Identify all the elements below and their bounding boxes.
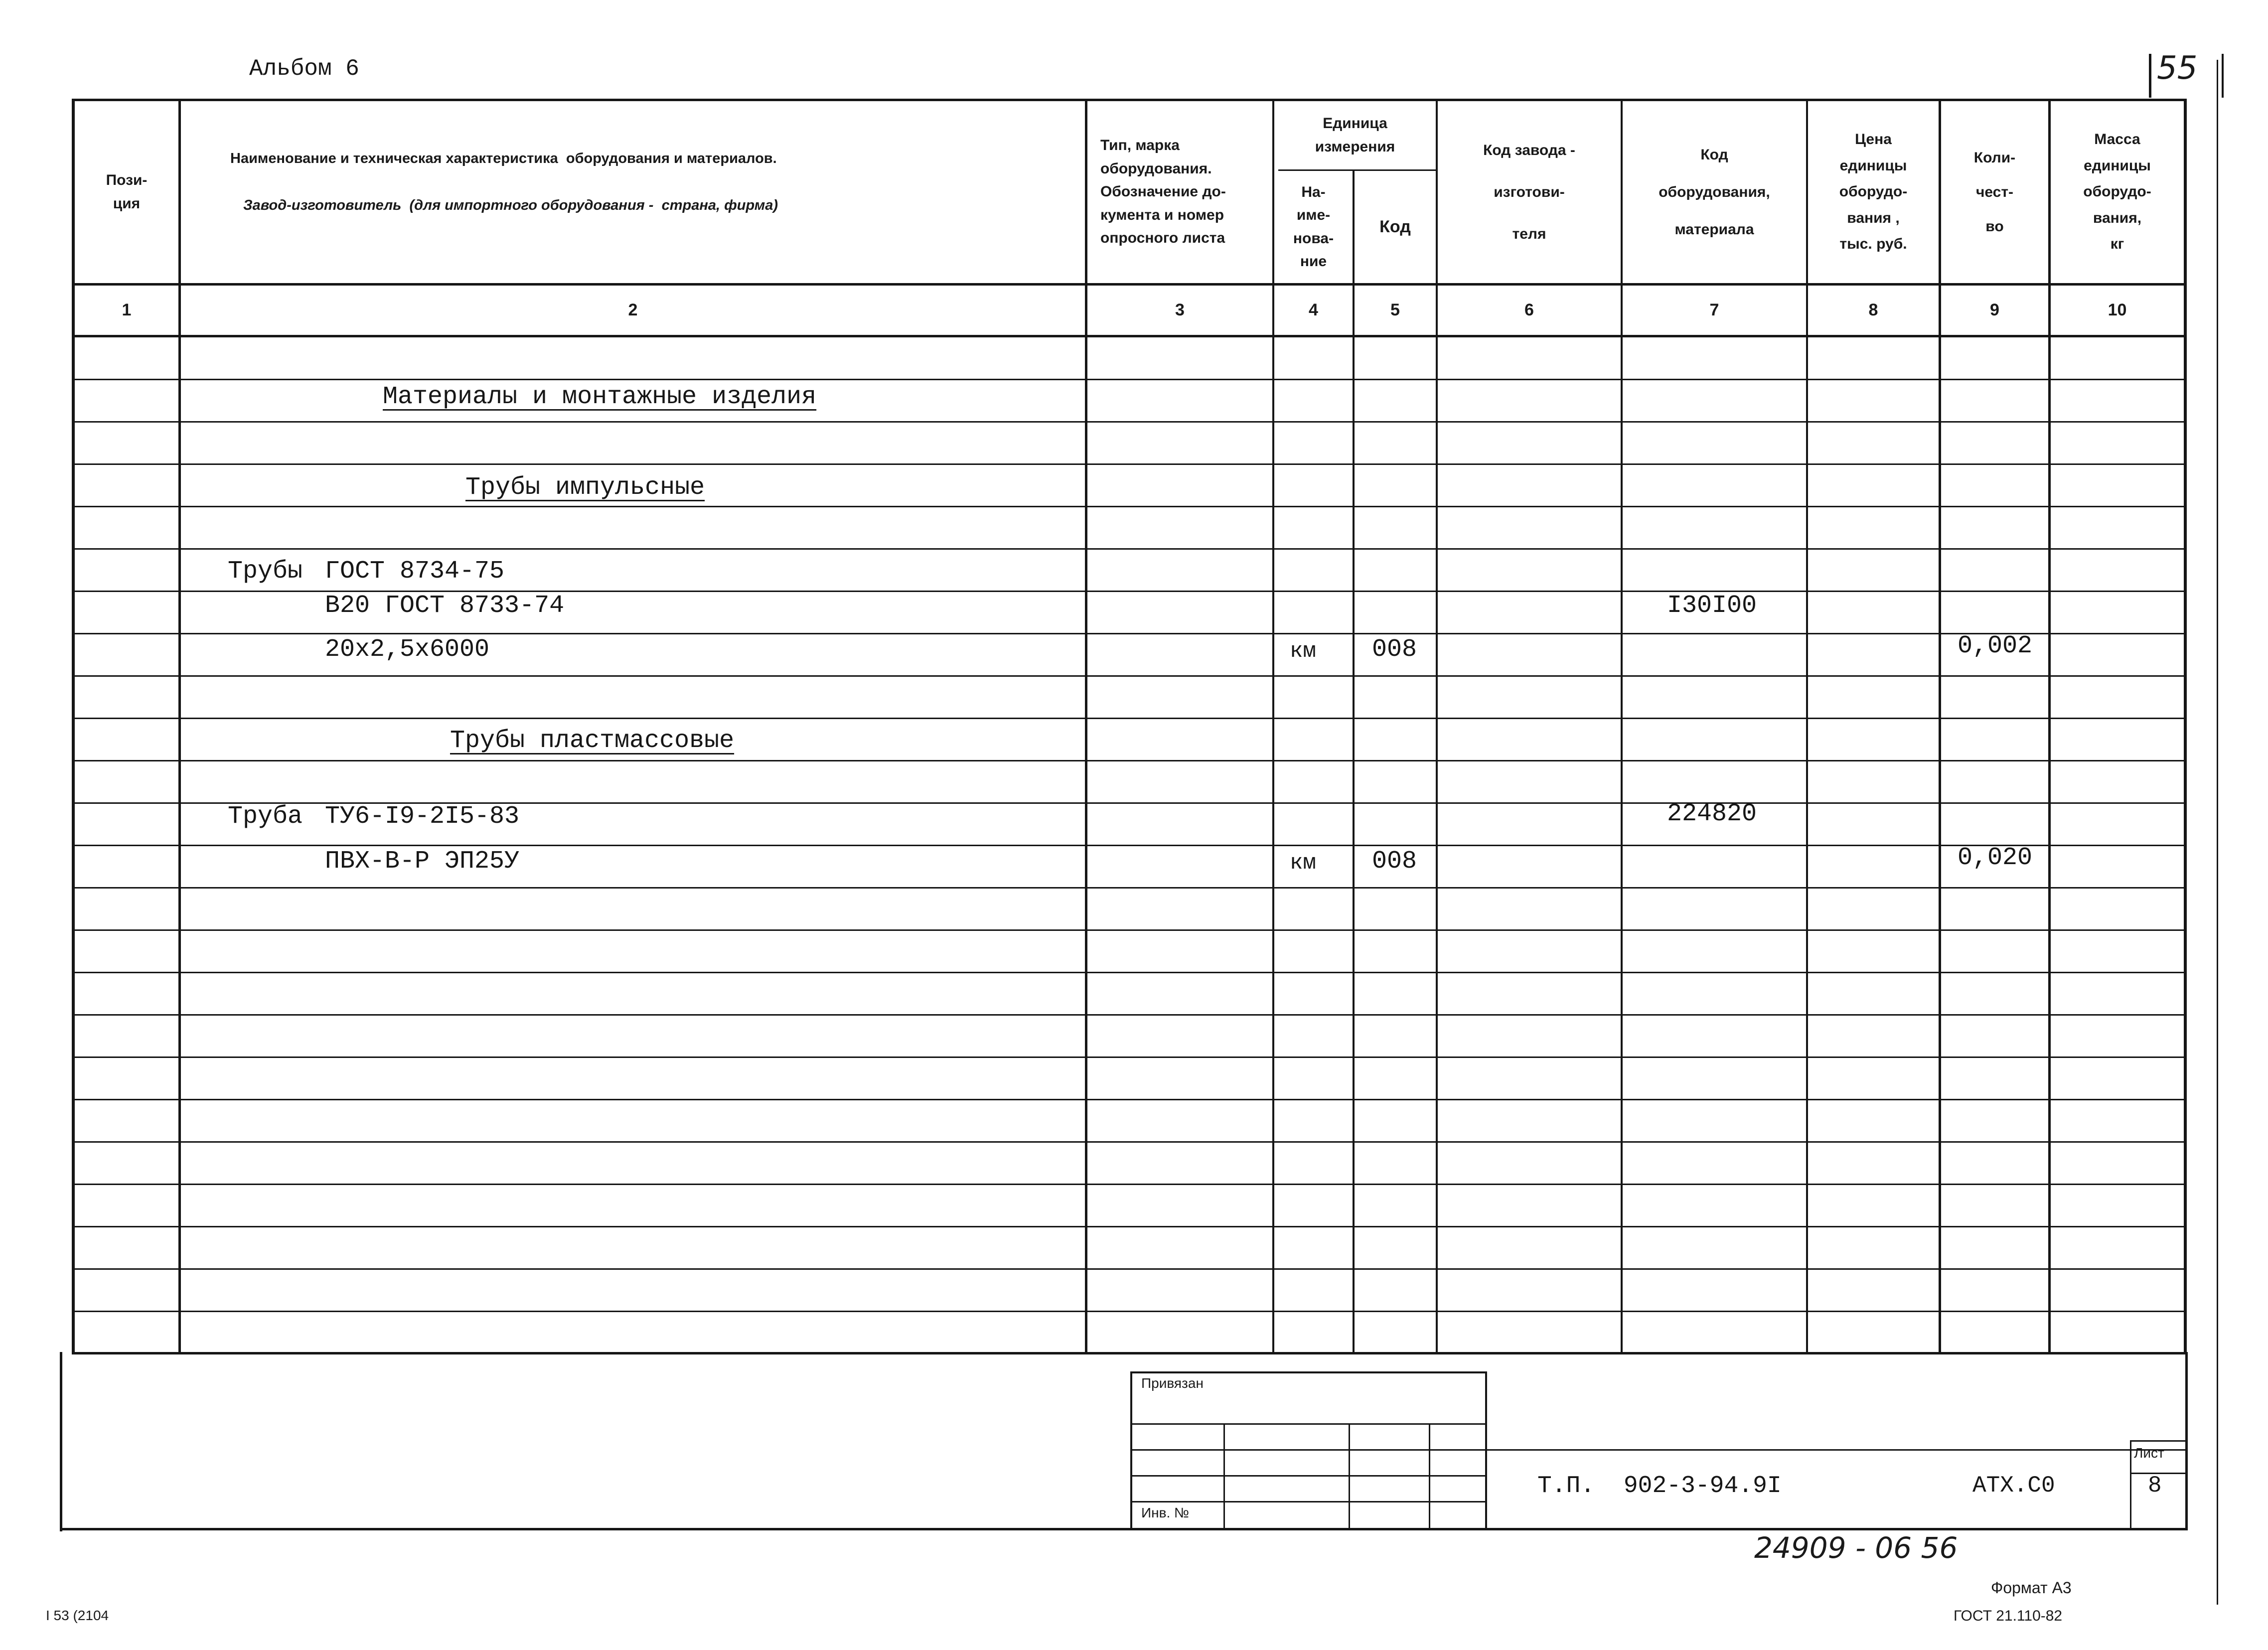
column-number: 2 xyxy=(628,300,638,319)
format-label: Формат А3 xyxy=(1991,1579,2072,1597)
table-right-border xyxy=(2184,99,2187,1354)
row-line xyxy=(74,1141,2187,1143)
row-line xyxy=(74,972,2187,973)
stamp-grid-line xyxy=(1131,1475,1486,1477)
row-line xyxy=(74,1056,2187,1058)
sheet-edge xyxy=(2217,60,2218,1605)
stamp-grid-line xyxy=(1223,1423,1225,1529)
row-line xyxy=(74,463,2187,465)
sheet-label: Лист xyxy=(2134,1445,2164,1461)
item-material-code: 224820 xyxy=(1667,800,1757,828)
item-quantity: 0,002 xyxy=(1958,632,2033,660)
header-mass: Масса единицы оборудо- вания, кг xyxy=(2083,131,2151,253)
header-unit-code: Код xyxy=(1379,217,1411,237)
row-line xyxy=(74,929,2187,931)
section-heading-materials: Материалы и монтажные изделия xyxy=(383,383,817,411)
stamp-inv-label: Инв. № xyxy=(1141,1505,1190,1520)
row-line xyxy=(74,1184,2187,1185)
item-unit: км xyxy=(1290,851,1316,876)
column-numbers-line xyxy=(74,335,2187,337)
row-line xyxy=(74,845,2187,846)
item-grade: В20 ГОСТ 8733-74 xyxy=(325,592,565,620)
stamp-grid-line xyxy=(1131,1449,1486,1451)
item-type: Труба xyxy=(228,802,303,831)
item-quantity: 0,020 xyxy=(1958,844,2033,872)
header-type: Тип, марка оборудования. Обозначение до- кумента и номер опросного листа xyxy=(1100,137,1226,247)
column-number: 8 xyxy=(1868,300,1878,319)
stamp-grid-line xyxy=(1131,1423,1486,1425)
column-number: 7 xyxy=(1709,300,1719,319)
item-type: Трубы xyxy=(228,557,303,586)
header-price: Цена единицы оборудо- вания , тыс. руб. xyxy=(1839,131,1908,253)
column-number: 5 xyxy=(1390,300,1400,319)
row-line xyxy=(74,548,2187,550)
row-line xyxy=(74,718,2187,719)
sheet-cell-left xyxy=(2130,1440,2131,1530)
item-standard: ТУ6-I9-2I5-83 xyxy=(325,802,520,831)
stamp-grid-line xyxy=(1429,1423,1430,1529)
album-label: Альбом 6 xyxy=(249,56,359,82)
page-number-mark xyxy=(2149,54,2151,98)
frame-bottom-border xyxy=(60,1528,2188,1530)
sheet-marking: АТХ.С0 xyxy=(1972,1473,2055,1499)
column-number: 9 xyxy=(1990,300,1999,319)
column-number: 4 xyxy=(1309,300,1318,319)
handwritten-number: 24909 - 06 56 xyxy=(1754,1531,1958,1565)
col-line-4 xyxy=(1353,169,1355,1354)
stamp-main-line xyxy=(1486,1449,2187,1451)
sheet-number: 8 xyxy=(2148,1473,2162,1499)
page-number: 55 xyxy=(2157,50,2198,87)
item-size: 20х2,5х6000 xyxy=(325,635,490,664)
header-quantity: Коли- чест- во xyxy=(1973,150,2016,235)
column-number: 3 xyxy=(1175,300,1185,319)
page-number-mark-right xyxy=(2222,54,2224,98)
column-number: 6 xyxy=(1524,300,1534,319)
table-bottom-border xyxy=(72,1352,2187,1354)
column-number: 1 xyxy=(122,300,132,319)
row-line xyxy=(74,421,2187,423)
row-line xyxy=(74,506,2187,507)
row-line xyxy=(74,760,2187,761)
header-unit: Единица измерения xyxy=(1315,115,1395,155)
stamp-grid-line xyxy=(1349,1423,1350,1529)
header-position: Пози- ция xyxy=(106,172,148,212)
row-line xyxy=(74,1226,2187,1227)
section-heading-impulse-pipes: Трубы импульсные xyxy=(465,473,705,502)
header-unit-name: На- име- нова- ние xyxy=(1293,183,1334,270)
footer-mark: I 53 (2104 xyxy=(46,1608,109,1623)
row-line xyxy=(74,633,2187,634)
header-factory-code: Код завода - изготови- теля xyxy=(1483,142,1575,242)
item-unit-code: 008 xyxy=(1372,847,1417,876)
header-name: Наименование и техническая характеристика оборудования и материалов. xyxy=(230,150,777,166)
header-equipment-code: Код оборудования, материала xyxy=(1659,147,1770,238)
column-number: 10 xyxy=(2108,300,2127,319)
item-unit-code: 008 xyxy=(1372,635,1417,664)
row-line xyxy=(74,1311,2187,1312)
stamp-privyazan-label: Привязан xyxy=(1141,1375,1204,1391)
stamp-top-line xyxy=(1131,1371,1487,1373)
gost-label: ГОСТ 21.110-82 xyxy=(1954,1608,2063,1624)
row-line xyxy=(74,1268,2187,1270)
document-code: Т.П. 902-3-94.9I xyxy=(1537,1473,1782,1500)
stamp-grid-line xyxy=(1131,1501,1486,1502)
item-standard: ГОСТ 8734-75 xyxy=(325,557,505,586)
frame-left-border xyxy=(60,1352,62,1531)
row-line xyxy=(74,1099,2187,1100)
item-unit: км xyxy=(1290,639,1316,664)
header-manufacturer: Завод-изготовитель (для импортного оборудования - страна, фирма) xyxy=(243,197,778,213)
row-line xyxy=(74,1014,2187,1016)
row-line xyxy=(74,379,2187,380)
sheet-cell-top xyxy=(2130,1440,2187,1442)
item-grade: ПВХ-В-Р ЭП25У xyxy=(325,847,520,876)
section-heading-plastic-pipes: Трубы пластмассовые xyxy=(450,727,735,755)
row-line xyxy=(74,887,2187,889)
row-line xyxy=(74,675,2187,677)
item-material-code: I30I00 xyxy=(1667,592,1757,620)
